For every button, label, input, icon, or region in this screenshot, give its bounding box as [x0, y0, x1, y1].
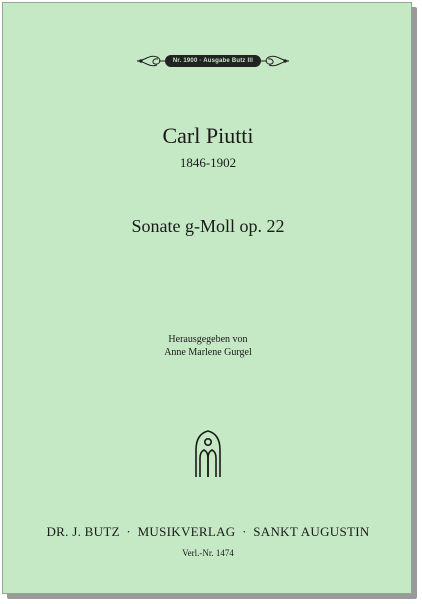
- editor-name: Anne Marlene Gurgel: [164, 347, 252, 358]
- publisher-city: SANKT AUGUSTIN: [253, 524, 370, 539]
- editor-label: Herausgegeben von: [168, 334, 248, 345]
- publisher-number: Verl.-Nr. 1474: [182, 548, 234, 558]
- publisher-separator: ·: [126, 524, 132, 539]
- work-title: Sonate g-Moll op. 22: [131, 216, 285, 236]
- score-cover: [2, 2, 412, 594]
- publisher-separator: ·: [242, 524, 247, 539]
- publisher-line: [3, 524, 413, 540]
- ornament-banner-icon: [135, 48, 291, 74]
- gothic-window-icon: [194, 430, 222, 478]
- publisher-house: MUSIKVERLAG: [137, 524, 236, 539]
- composer-dates: 1846-1902: [179, 155, 237, 170]
- banner-label: Nr. 1900 · Ausgabe Butz Ill: [165, 55, 261, 67]
- composer-name: Carl Piutti: [162, 123, 254, 148]
- publisher-name: DR. J. BUTZ: [46, 524, 120, 539]
